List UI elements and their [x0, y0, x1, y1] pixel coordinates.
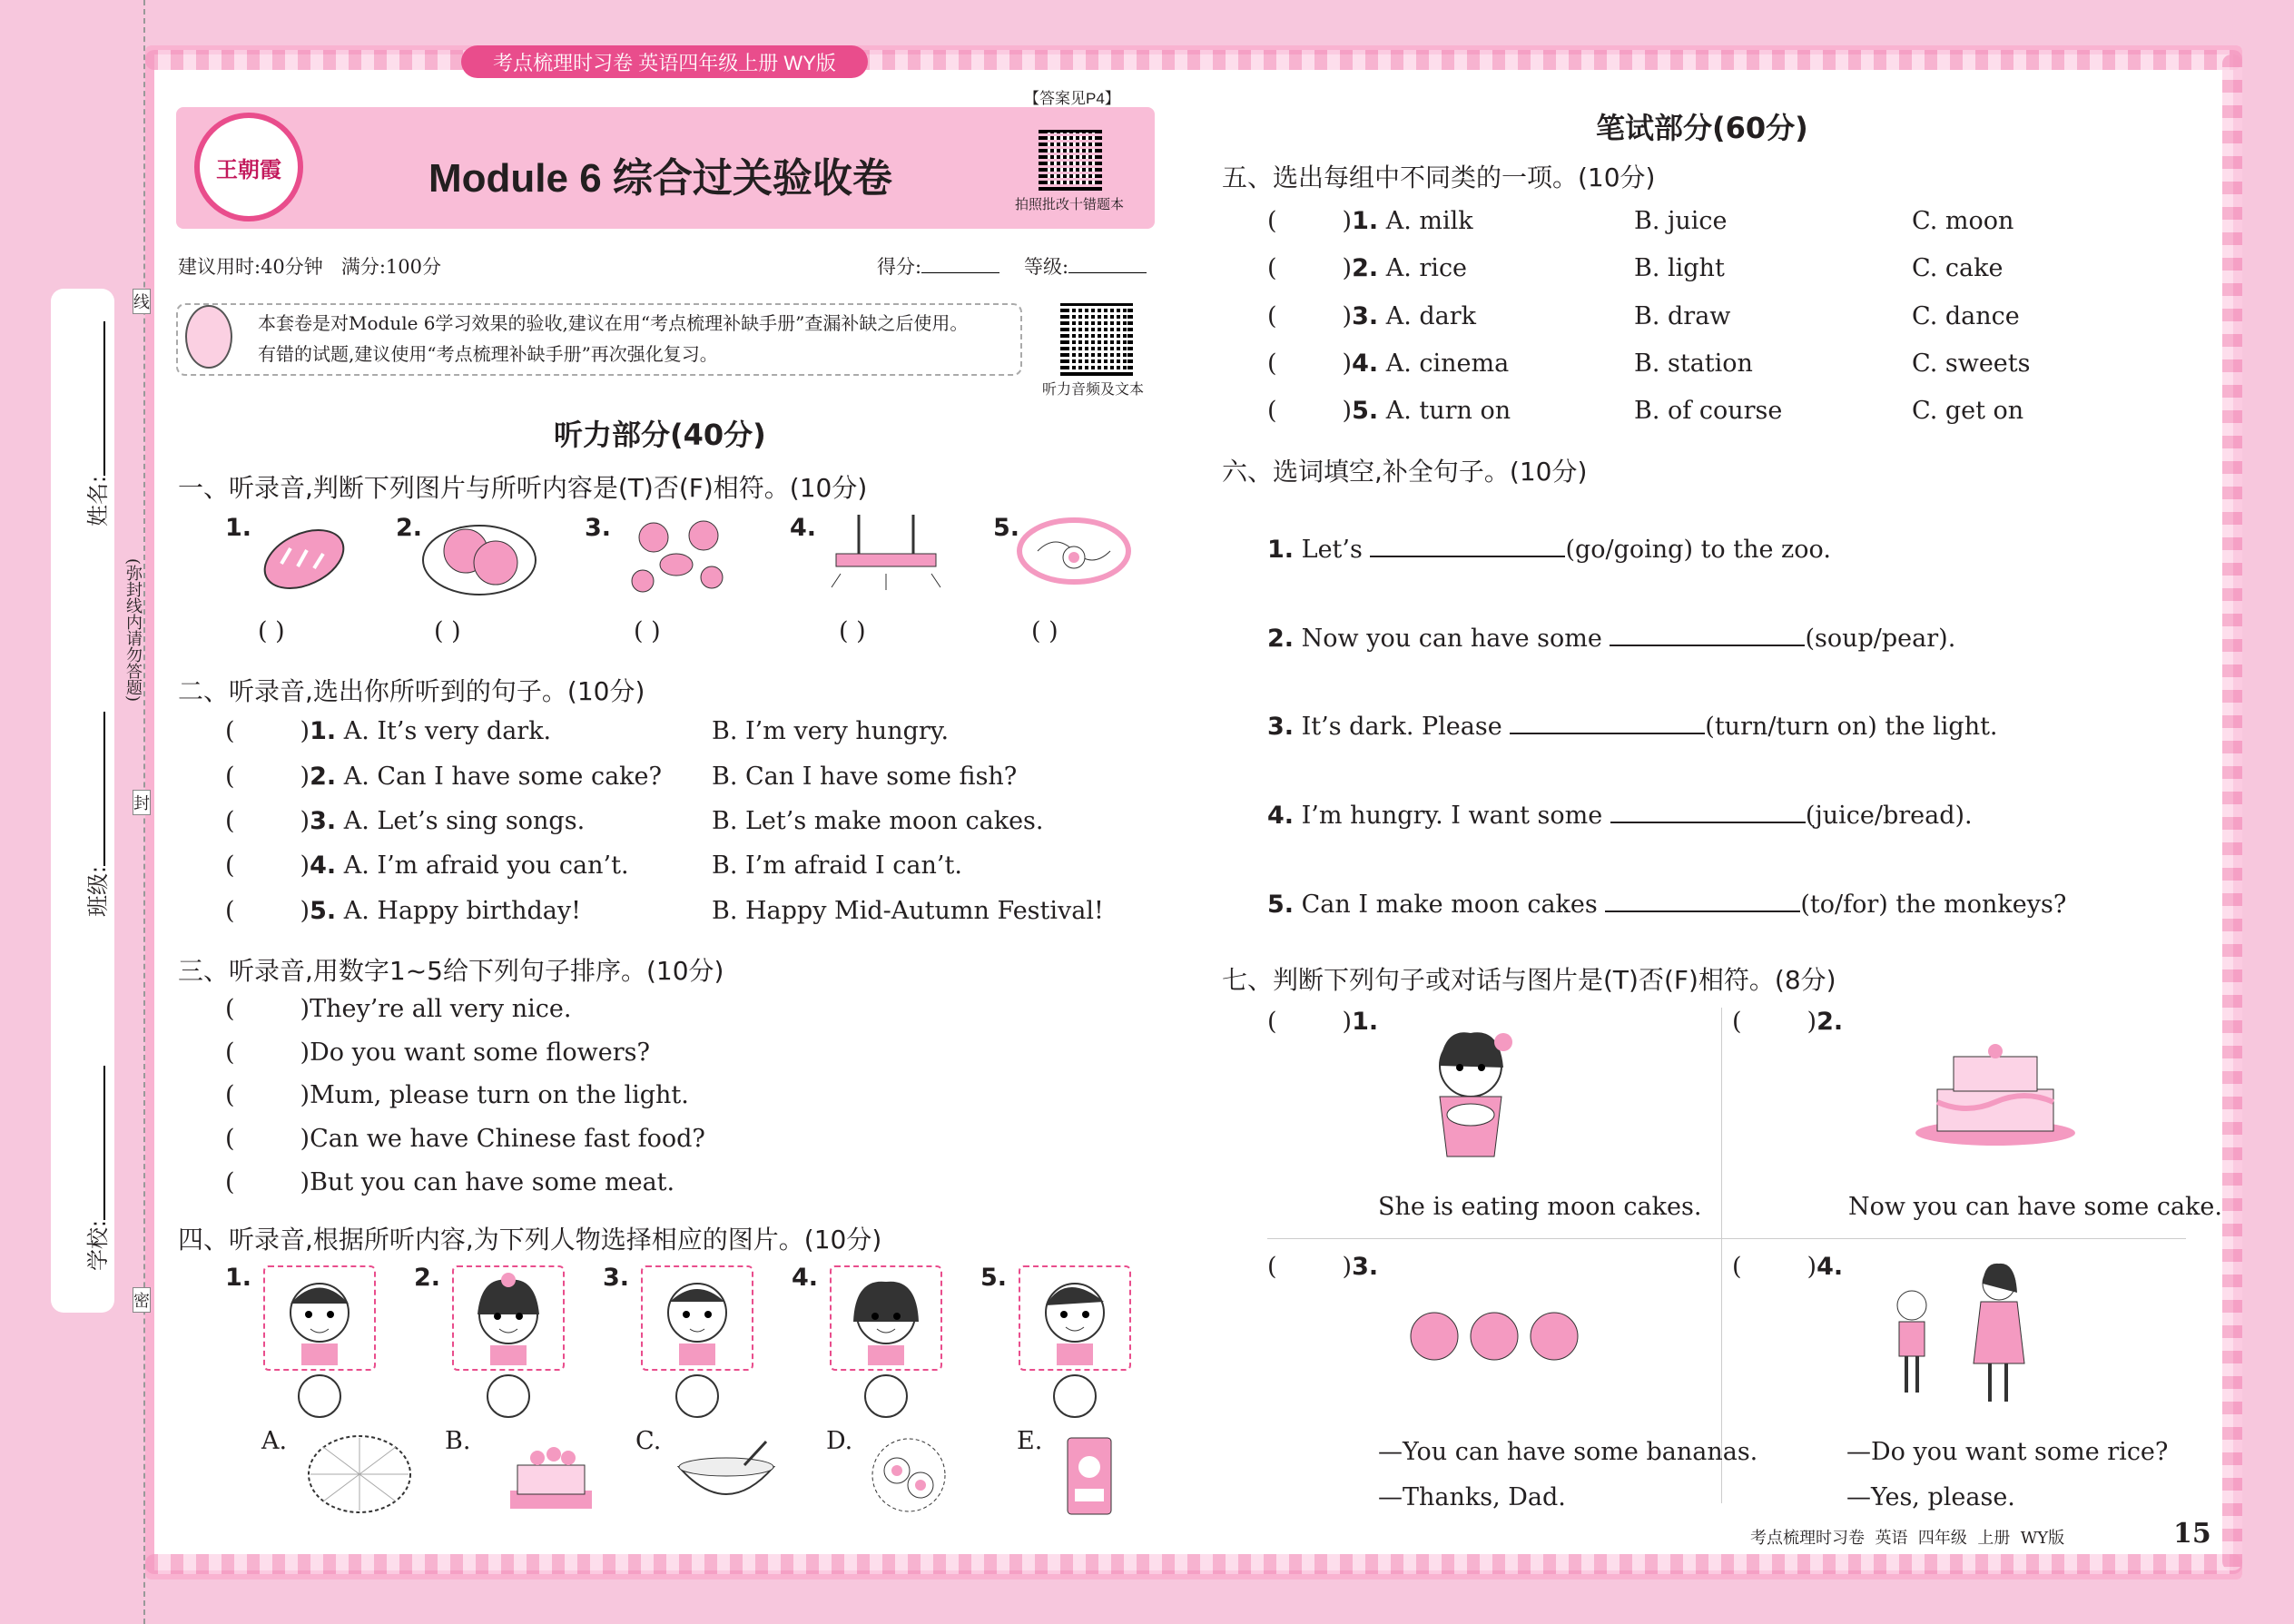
- right-border: [2222, 54, 2242, 1570]
- s5-row[interactable]: ( )1. A. milk: [1267, 207, 1473, 235]
- s2-row[interactable]: ( )5. A. Happy birthday!: [225, 897, 581, 925]
- name-label: 姓名:: [80, 321, 112, 527]
- s2-option-b: B. Happy Mid-Autumn Festival!: [712, 897, 1104, 925]
- pizza-icon: [305, 1431, 414, 1518]
- s7-caption: Now you can have some cake.: [1848, 1193, 2222, 1221]
- s3-row[interactable]: ( )Can we have Chinese fast food?: [225, 1125, 705, 1153]
- s6-row: 1. Let’s (go/going) to the zoo.: [1267, 536, 1831, 564]
- fill-blank[interactable]: [1510, 711, 1705, 734]
- s4-num: 4.: [792, 1264, 819, 1292]
- top-border: [145, 50, 2242, 70]
- s6-row: 3. It’s dark. Please (turn/turn on) the light.: [1267, 713, 1998, 741]
- s5-option: C. cake: [1912, 254, 2004, 282]
- divider-h: [1267, 1238, 2186, 1239]
- secret-mark: 密: [133, 1287, 151, 1313]
- s5-option: C. dance: [1912, 302, 2020, 330]
- section1-heading: 一、听录音,判断下列图片与所听内容是(T)否(F)相符。(10分): [178, 473, 868, 503]
- section4-heading: 四、听录音,根据所听内容,为下列人物选择相应的图片。(10分): [178, 1225, 882, 1255]
- s4-num: 2.: [414, 1264, 441, 1292]
- s2-row[interactable]: ( )4. A. I’m afraid you can’t.: [225, 851, 629, 880]
- person-card: [263, 1265, 376, 1371]
- listening-title: 听力部分(40分): [554, 418, 766, 452]
- s1-num: 4.: [790, 514, 817, 542]
- s2-row[interactable]: ( )3. A. Let’s sing songs.: [225, 807, 586, 835]
- school-label: 学校:: [80, 1066, 112, 1271]
- cake-picture: [1912, 1038, 2079, 1147]
- s7-answer[interactable]: ( )4.: [1732, 1253, 1844, 1281]
- qr-code-icon[interactable]: [1039, 127, 1102, 191]
- s7-caption: —Do you want some rice?: [1846, 1438, 2169, 1466]
- series-banner: 考点梳理时习卷 英语四年级上册 WY版: [461, 45, 868, 78]
- s5-option: B. juice: [1634, 207, 1728, 235]
- s2-option-b: B. I’m afraid I can’t.: [712, 851, 962, 880]
- bottom-border: [145, 1554, 2242, 1574]
- s3-row[interactable]: ( )But you can have some meat.: [225, 1168, 675, 1196]
- s5-option: B. light: [1634, 254, 1725, 282]
- s7-caption: She is eating moon cakes.: [1378, 1193, 1702, 1221]
- option-label: B.: [445, 1427, 471, 1455]
- noodles-icon: [1015, 510, 1133, 601]
- answer-paren[interactable]: ( ): [258, 617, 285, 645]
- s2-option-b: B. I’m very hungry.: [712, 717, 950, 745]
- answer-paren[interactable]: ( ): [634, 617, 661, 645]
- footer-info: 考点梳理时习卷 英语 四年级 上册 WY版: [1750, 1529, 2065, 1548]
- score-field[interactable]: 得分:: [877, 256, 999, 279]
- fill-blank[interactable]: [1610, 623, 1805, 646]
- eggs-icon: [868, 1434, 950, 1516]
- fill-blank[interactable]: [1370, 534, 1565, 557]
- option-label: C.: [635, 1427, 662, 1455]
- s2-row[interactable]: ( )2. A. Can I have some cake?: [225, 763, 662, 791]
- candy-icon: [617, 510, 735, 601]
- answer-circle[interactable]: [1053, 1374, 1097, 1418]
- person-card: [1019, 1265, 1131, 1371]
- s4-num: 1.: [225, 1264, 252, 1292]
- line-mark: 线: [133, 289, 151, 314]
- option-label: D.: [826, 1427, 853, 1455]
- s4-num: 5.: [980, 1264, 1008, 1292]
- cake-icon: [501, 1431, 601, 1518]
- s5-row[interactable]: ( )3. A. dark: [1267, 302, 1477, 330]
- milk-icon: [1062, 1431, 1117, 1518]
- s5-row[interactable]: ( )4. A. cinema: [1267, 349, 1510, 378]
- s3-row[interactable]: ( )Do you want some flowers?: [225, 1038, 650, 1067]
- s3-row[interactable]: ( )Mum, please turn on the light.: [225, 1081, 689, 1109]
- s2-option-b: B. Can I have some fish?: [712, 763, 1018, 791]
- s2-row[interactable]: ( )1. A. It’s very dark.: [225, 717, 552, 745]
- s7-answer[interactable]: ( )3.: [1267, 1253, 1379, 1281]
- brand-logo: 王朝霞: [194, 113, 303, 221]
- seal-mark: 封: [133, 790, 151, 815]
- answer-paren[interactable]: ( ): [1031, 617, 1058, 645]
- class-label: 班级:: [80, 712, 112, 917]
- s5-option: B. draw: [1634, 302, 1731, 330]
- s7-answer[interactable]: ( )1.: [1267, 1008, 1379, 1036]
- qr-caption: 拍照批改十错题本: [1015, 197, 1125, 212]
- fill-blank[interactable]: [1605, 889, 1800, 912]
- answer-circle[interactable]: [675, 1374, 719, 1418]
- family-picture: [1876, 1256, 2048, 1411]
- s7-caption: —You can have some bananas.: [1378, 1438, 1758, 1466]
- s1-num: 3.: [585, 514, 612, 542]
- s5-option: C. moon: [1912, 207, 2014, 235]
- s6-row: 5. Can I make moon cakes (to/for) the monkeys?: [1267, 891, 2067, 919]
- grade-field[interactable]: 等级:: [1024, 256, 1147, 279]
- s5-option: B. station: [1634, 349, 1753, 378]
- s2-option-b: B. Let’s make moon cakes.: [712, 807, 1044, 835]
- fill-blank[interactable]: [1610, 800, 1806, 823]
- s5-row[interactable]: ( )5. A. turn on: [1267, 397, 1511, 425]
- s7-caption: —Thanks, Dad.: [1378, 1483, 1566, 1511]
- answer-circle[interactable]: [864, 1374, 908, 1418]
- section7-heading: 七、判断下列句子或对话与图片是(T)否(F)相符。(8分): [1222, 965, 1836, 995]
- girl-avatar: [185, 305, 232, 369]
- answer-circle[interactable]: [487, 1374, 530, 1418]
- soup-icon: [672, 1440, 781, 1512]
- section5-heading: 五、选出每组中不同类的一项。(10分): [1222, 162, 1656, 192]
- page-title: Module 6 综合过关验收卷: [428, 156, 892, 201]
- s6-row: 4. I’m hungry. I want some (juice/bread).: [1267, 802, 1973, 830]
- divider-v: [1721, 1008, 1722, 1503]
- s6-row: 2. Now you can have some (soup/pear).: [1267, 625, 1956, 653]
- no-answer-note: (弥封线内请勿答题): [123, 558, 143, 703]
- mooncake-icon: [416, 510, 543, 601]
- option-label: E.: [1017, 1427, 1043, 1455]
- option-label: A.: [261, 1427, 288, 1455]
- s7-answer[interactable]: ( )2.: [1732, 1008, 1844, 1036]
- answer-paren[interactable]: ( ): [839, 617, 866, 645]
- page-number: 15: [2173, 1518, 2211, 1550]
- person-card: [452, 1265, 565, 1371]
- answer-ref: 【答案见P4】: [1024, 90, 1120, 107]
- s5-option: B. of course: [1634, 397, 1783, 425]
- s1-num: 1.: [225, 514, 252, 542]
- writing-title: 笔试部分(60分): [1596, 111, 1808, 145]
- s5-row[interactable]: ( )2. A. rice: [1267, 254, 1468, 282]
- s1-num: 5.: [993, 514, 1020, 542]
- audio-qr-caption: 听力音频及文本: [1042, 380, 1145, 398]
- answer-circle[interactable]: [298, 1374, 341, 1418]
- notice-line1: 本套卷是对Module 6学习效果的验收,建议在用“考点梳理补缺手册”查漏补缺之后使用。: [258, 312, 969, 334]
- notice-line2: 有错的试题,建议使用“考点梳理补缺手册”再次强化复习。: [258, 343, 718, 365]
- bread-icon: [254, 514, 354, 605]
- answer-paren[interactable]: ( ): [434, 617, 461, 645]
- audio-qr-icon[interactable]: [1060, 303, 1133, 376]
- s3-row[interactable]: ( )They’re all very nice.: [225, 995, 572, 1023]
- lamp-icon: [822, 510, 950, 601]
- s7-caption: —Yes, please.: [1846, 1483, 2015, 1511]
- person-card: [830, 1265, 942, 1371]
- person-card: [641, 1265, 753, 1371]
- time-info: 建议用时:40分钟 满分:100分: [178, 256, 441, 278]
- section6-heading: 六、选词填空,补全句子。(10分): [1222, 457, 1588, 487]
- section2-heading: 二、听录音,选出你所听到的句子。(10分): [178, 676, 645, 706]
- section3-heading: 三、听录音,用数字1~5给下列句子排序。(10分): [178, 956, 724, 986]
- s5-option: C. get on: [1912, 397, 2024, 425]
- s5-option: C. sweets: [1912, 349, 2031, 378]
- s1-num: 2.: [396, 514, 423, 542]
- girl-noodles-picture: [1413, 1020, 1531, 1166]
- apples-picture: [1403, 1307, 1585, 1362]
- s4-num: 3.: [603, 1264, 630, 1292]
